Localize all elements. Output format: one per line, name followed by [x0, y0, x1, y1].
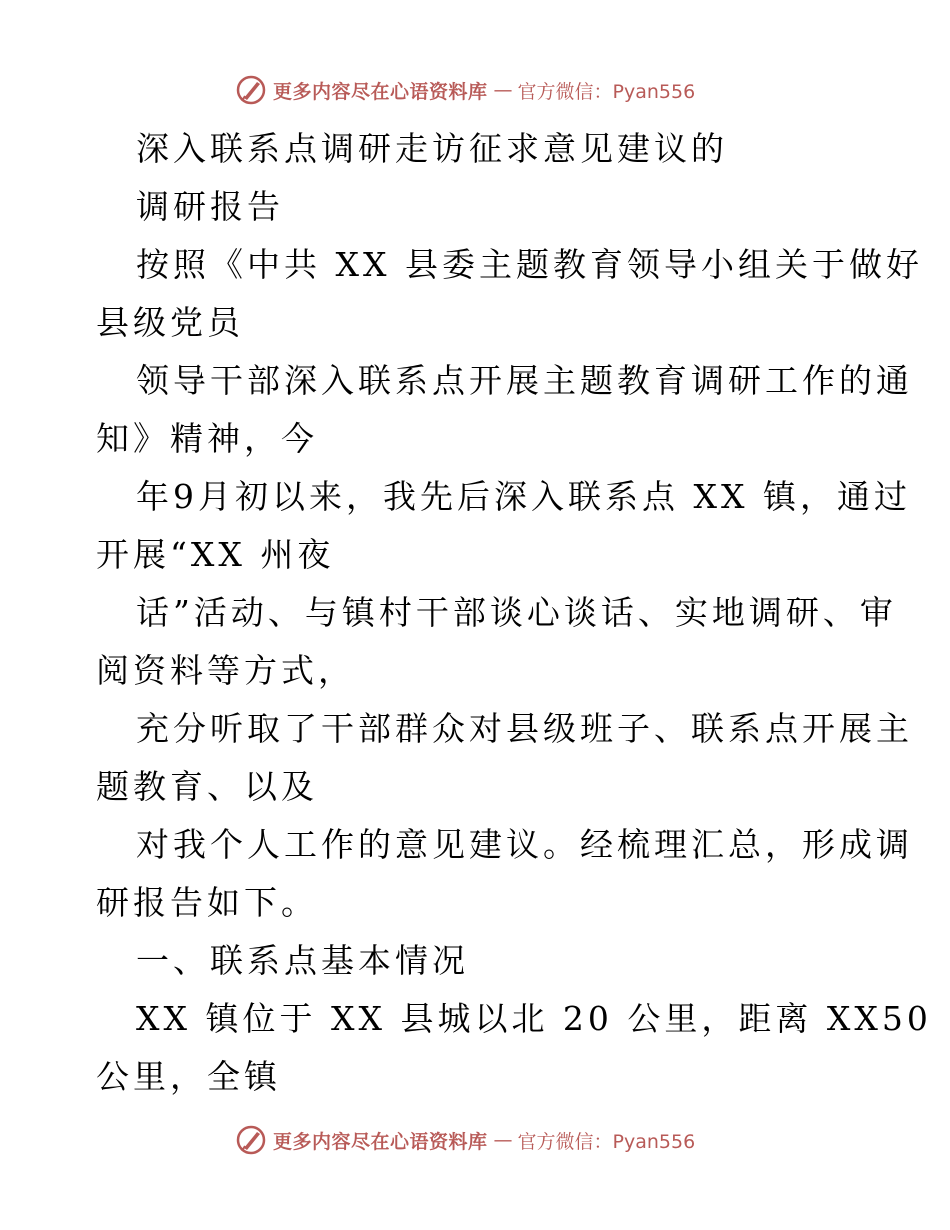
text-line: 话”活动、与镇村干部谈心谈话、实地调研、审	[136, 593, 897, 632]
text-line: 公里，全镇	[96, 1057, 281, 1096]
text-line: 深入联系点调研走访征求意见建议的	[136, 129, 728, 168]
text-line: 按照《中共 XX 县委主题教育领导小组关于做好	[136, 245, 923, 284]
watermark-wechat-text: 官方微信：Pyan556	[517, 1130, 696, 1153]
header-watermark	[235, 73, 695, 107]
text-line: 开展“XX 州夜	[96, 535, 335, 574]
footer-watermark	[235, 1123, 695, 1157]
watermark-separator: —	[493, 1129, 512, 1151]
text-line: XX 镇位于 XX 县城以北 20 公里，距离 XX50	[136, 999, 932, 1038]
watermark-main-text: 更多内容尽在心语资料库	[273, 80, 488, 103]
text-line: 对我个人工作的意见建议。经梳理汇总，形成调	[136, 825, 913, 864]
watermark-separator: —	[493, 79, 512, 101]
text-line: 研报告如下。	[96, 883, 318, 922]
text-line: 县级党员	[96, 303, 244, 342]
document-body	[96, 120, 932, 1106]
text-line: 调研报告	[136, 187, 284, 226]
text-line: 年9月初以来，我先后深入联系点 XX 镇，通过	[136, 477, 911, 516]
text-line: 领导干部深入联系点开展主题教育调研工作的通	[136, 361, 913, 400]
watermark-wechat-text: 官方微信：Pyan556	[517, 80, 696, 103]
text-line: 充分听取了干部群众对县级班子、联系点开展主	[136, 709, 913, 748]
feather-pen-logo-icon	[235, 1124, 267, 1156]
text-line: 阅资料等方式，	[96, 651, 355, 690]
text-line: 题教育、以及	[96, 767, 318, 806]
text-line: 知》精神，今	[96, 419, 318, 458]
text-line: 一、联系点基本情况	[136, 941, 469, 980]
feather-pen-logo-icon	[235, 74, 267, 106]
watermark-main-text: 更多内容尽在心语资料库	[273, 1130, 488, 1153]
